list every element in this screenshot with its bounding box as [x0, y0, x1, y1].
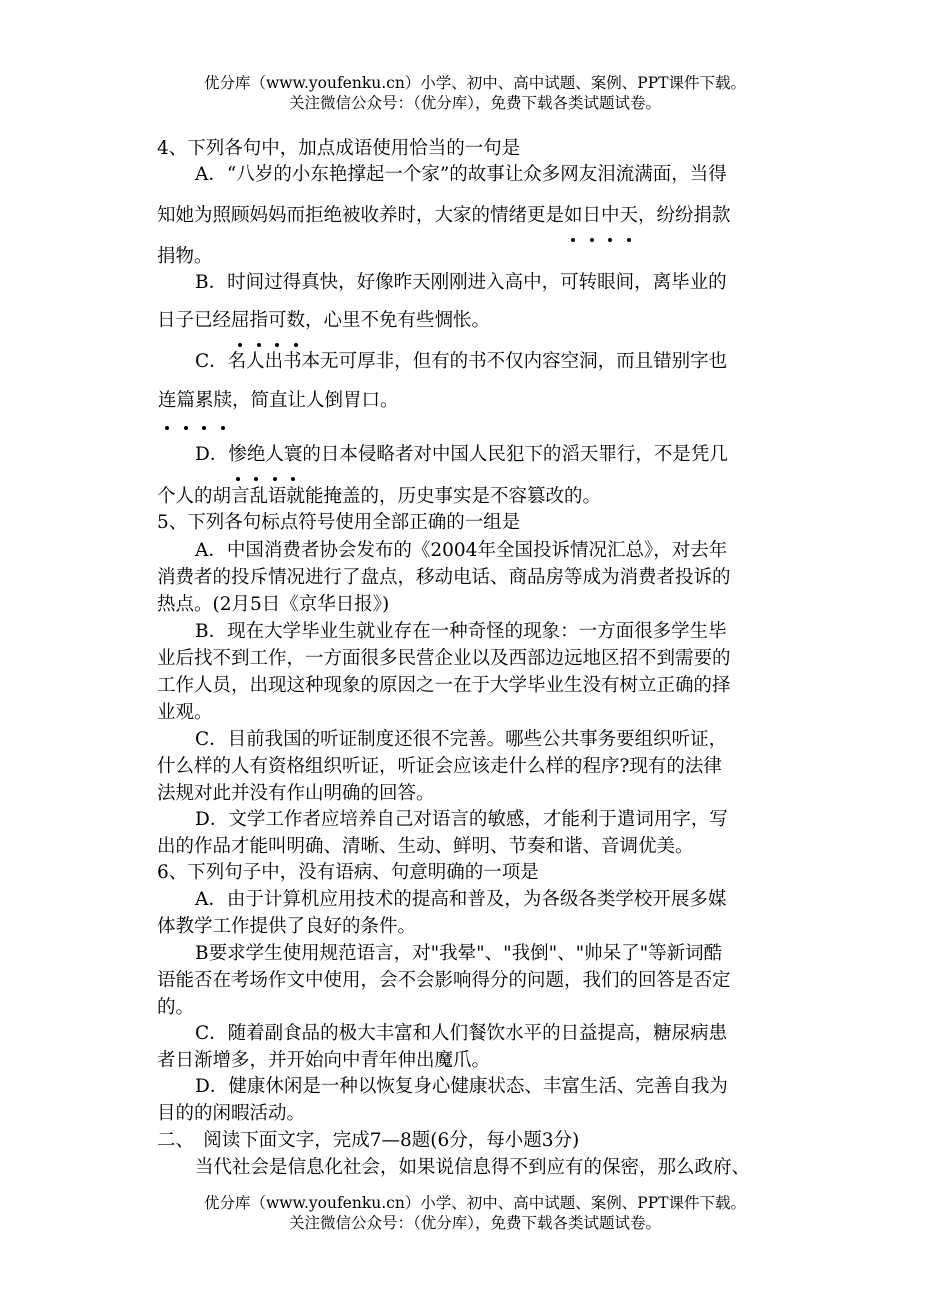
q4-option-d-line-1: D．惨绝人寰 的日本侵略者对中国人民犯下的滔天罪行，不是凭几 — [195, 444, 728, 466]
footer-line-1: 优分库（www.youfenku.cn）小学、初中、高中试题、案例、PPT课件下载。 — [203, 1194, 747, 1212]
q4-option-a-line-2: 知她为照顾妈妈而拒绝被收养时，大家的情绪更是如日中天 ，纷纷捐款 — [157, 205, 731, 227]
q4-d-dotted-idiom: 惨绝人寰 — [228, 444, 302, 466]
q4-stem: 4、下列各句中，加点成语使用恰当的一句是 — [157, 138, 521, 159]
q4-option-b-line-1: B．时间过得真快，好像昨天刚刚进入高中，可转眼间，离毕业的 — [195, 272, 727, 293]
q5-stem: 5、下列各句标点符号使用全部正确的一组是 — [157, 512, 521, 533]
q4-b-dotted-idiom: 屈指可数 — [231, 310, 305, 332]
q4-a-dotted-idiom: 如日中天 — [564, 205, 638, 227]
q5-option-a-line-3: 热点。(2月5日《京华日报》) — [157, 594, 390, 615]
header-line-1: 优分库（www.youfenku.cn）小学、初中、高中试题、案例、PPT课件下载。 — [203, 74, 747, 92]
q4-option-b-line-2: 日子已经屈指可数 ，心里不免有些惆怅。 — [157, 310, 490, 332]
q5-option-d-line-1: D．文学工作者应培养自己对语言的敏感，才能利于遣词用字，写 — [195, 809, 728, 830]
q6-option-a-line-1: A．由于计算机应用技术的提高和普及，为各级各类学校开展多媒 — [195, 889, 727, 910]
header-line-2: 关注微信公众号：（优分库），免费下载各类试题试卷。 — [288, 94, 661, 112]
section-2-paragraph-1: 当代社会是信息化社会，如果说信息得不到应有的保密，那么政府、 — [195, 1157, 751, 1178]
footer-line-2: 关注微信公众号：（优分库），免费下载各类试题试卷。 — [288, 1214, 661, 1232]
q5-option-b-line-3: 工作人员，出现这种现象的原因之一在于大学毕业生没有树立正确的择 — [157, 675, 731, 696]
q6-option-c-line-2: 者日渐增多，并开始向中青年伸出魔爪。 — [157, 1050, 491, 1071]
q4-option-a-line-3: 捐物。 — [157, 246, 213, 267]
q6-option-d-line-1: D．健康休闲是一种以恢复身心健康状态、丰富生活、完善自我为 — [195, 1076, 728, 1097]
q5-option-b-line-4: 业观。 — [157, 702, 213, 723]
q6-option-b-line-2: 语能否在考场作文中使用，会不会影响得分的问题，我们的回答是否定 — [157, 970, 731, 991]
q6-option-d-line-2: 目的的闲暇活动。 — [157, 1103, 306, 1124]
section-2-heading: 二、 阅读下面文字，完成7—8题(6分，每小题3分) — [157, 1130, 580, 1151]
q6-option-b-line-1: B要求学生使用规范语言，对"我晕"、"我倒"、"帅呆了"等新词酷 — [195, 943, 723, 964]
q4-c-dotted-idiom: 连篇累牍 — [158, 390, 232, 412]
q4-option-a-line-1: A．“八岁的小东艳撑起一个家”的故事让众多网友泪流满面，当得 — [195, 164, 727, 185]
q5-option-a-line-2: 消费者的投斥情况进行了盘点，移动电话、商品房等成为消费者投诉的 — [157, 567, 731, 588]
q5-option-a-line-1: A．中国消费者协会发布的《2004年全国投诉情况汇总》，对去年 — [195, 540, 728, 561]
q4-option-c-line-2: 连篇累牍 ，简直让人倒胃口。 — [158, 390, 399, 412]
q5-option-d-line-2: 出的作品才能叫明确、清晰、生动、鲜明、节奏和谐、音调优美。 — [157, 836, 694, 857]
q5-option-c-line-3: 法规对此并没有作山明确的回答。 — [157, 783, 435, 804]
q6-option-b-line-3: 的。 — [157, 997, 195, 1018]
q4-option-d-line-2: 个人的胡言乱语就能掩盖的，历史事实是不容篡改的。 — [157, 486, 602, 507]
q4-option-c-line-1: C．名人出书本无可厚非，但有的书不仅内容空洞，而且错别字也 — [195, 351, 728, 372]
q5-option-b-line-2: 业后找不到工作，一方面很多民营企业以及西部边远地区招不到需要的 — [157, 648, 731, 669]
q6-option-c-line-1: C．随着副食品的极大丰富和人们餐饮水平的日益提高，糖尿病患 — [195, 1023, 728, 1044]
q5-option-c-line-1: C．目前我国的听证制度还很不完善。哪些公共事务要组织听证， — [195, 729, 728, 750]
q5-option-b-line-1: B．现在大学毕业生就业存在一种奇怪的现象：一方面很多学生毕 — [195, 621, 727, 642]
q6-stem: 6、下列句子中，没有语病、句意明确的一项是 — [157, 862, 539, 883]
q6-option-a-line-2: 体教学工作提供了良好的条件。 — [157, 916, 417, 937]
q5-option-c-line-2: 什么样的人有资格组织听证，听证会应该走什么样的程序?现有的法律 — [157, 756, 722, 777]
